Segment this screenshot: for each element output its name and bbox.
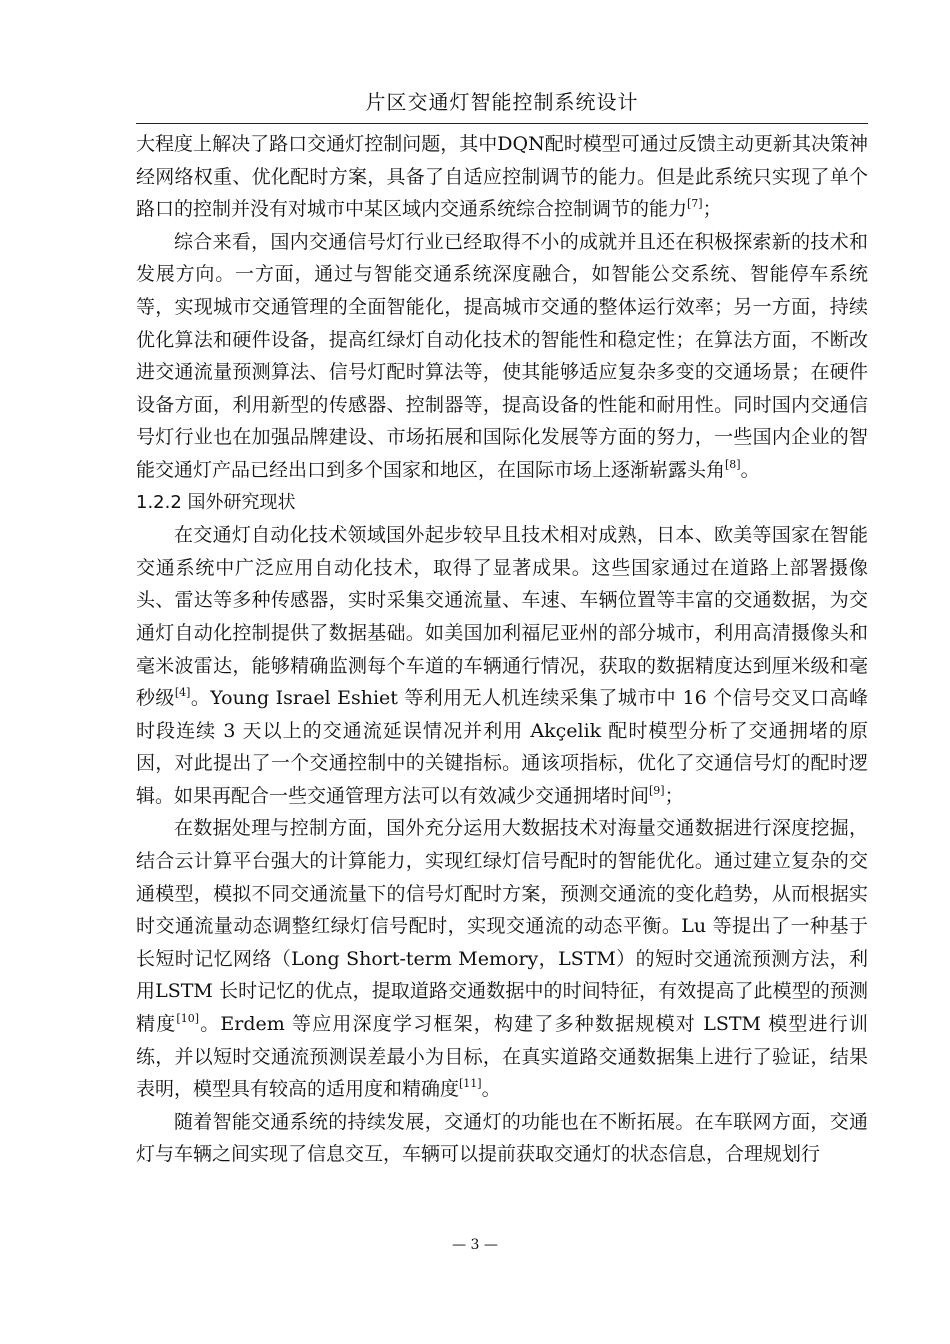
text-run: ； (702, 198, 722, 221)
paragraph (136, 1106, 868, 1171)
text-run: 1.2.2 国外研究现状 (136, 491, 296, 513)
text-run: 综合来看，国内交通信号灯行业已经取得不小的成就并且还在积极探索新的技术和发展方向。一方面，通过与智能交通系统深度融合，如智能公交系统、智能停车系统等，实现城市交通管理的全面智能化，提高城市交通的整体运行效率；另一方面，持续优化算法和硬件设备，提高红绿灯自动化技术的智能性和稳定性；在算法方面，不断改进交通流量预测算法、信号灯配时算法等，使其能够适应复杂多变的交通场景；在硬件设备方面，利用新型的传感器、控制器等，提高设备的性能和耐用性。同时国内交通信号灯行业也在加强品牌建设、市场拓展和国际化发展等方面的努力，一些国内企业的智能交通灯产品已经出口到多个国家和地区，在国际市场上逐渐崭露头角 (136, 230, 868, 481)
paragraph (136, 812, 868, 1105)
citation-ref: [9] (649, 783, 665, 797)
paragraph (136, 128, 868, 226)
header-rule (136, 123, 868, 124)
citation-ref: [4] (174, 686, 191, 700)
body-text (136, 128, 868, 1171)
text-run: 。Erdem 等应用深度学习框架，构建了多种数据规模对 LSTM 模型进行训练，并以短时交通流预测误差最小为目标，在真实道路交通数据集上进行了验证，结果表明，模型具有较高的适用度和精确度 (136, 1013, 868, 1101)
citation-ref: [11] (459, 1077, 482, 1091)
text-run: 。 (481, 1078, 501, 1101)
text-run: 在数据处理与控制方面，国外充分运用大数据技术对海量交通数据进行深度挖掘，结合云计算平台强大的计算能力，实现红绿灯信号配时的智能优化。通过建立复杂的交通模型，模拟不同交通流量下的信号灯配时方案，预测交通流的变化趋势，从而根据实时交通流量动态调整红绿灯信号配时，实现交通流的动态平衡。Lu 等提出了一种基于长短时记忆网络（Long Short-term Memory，LSTM）的短时交通流预测方法，利用LSTM 长时记忆的优点，提取道路交通数据中的时间特征，有效提高了此模型的预测精度 (136, 817, 868, 1036)
page-number: — 3 — (452, 1237, 498, 1253)
text-run: 。Young Israel Eshiet 等利用无人机连续采集了城市中 16 个信号交叉口高峰时段连续 3 天以上的交通流延误情况并利用 Akçelik 配时模型分析了交通拥堵的原因，对此提出了一个交通控制中的关键指标。通该项指标，优化了交通信号灯的配时逻辑。如果再配合一些交通管理方法可以有效减少交通拥堵时间 (136, 687, 868, 807)
running-header: 片区交通灯智能控制系统设计 (365, 90, 639, 114)
text-run: ； (664, 784, 684, 807)
text-run: 。 (740, 458, 760, 481)
text-run: 在交通灯自动化技术领域国外起步较早且技术相对成熟，日本、欧美等国家在智能交通系统中广泛应用自动化技术，取得了显著成果。这些国家通过在道路上部署摄像头、雷达等多种传感器，实时采集交通流量、车速、车辆位置等丰富的交通数据，为交通灯自动化控制提供了数据基础。如美国加利福尼亚州的部分城市，利用高清摄像头和毫米波雷达，能够精确监测每个车道的车辆通行情况，获取的数据精度达到厘米级和毫秒级 (136, 524, 868, 710)
section-heading (136, 487, 868, 520)
paragraph (136, 519, 868, 812)
text-run: 随着智能交通系统的持续发展，交通灯的功能也在不断拓展。在车联网方面，交通灯与车辆之间实现了信息交互，车辆可以提前获取交通灯的状态信息，合理规划行 (136, 1110, 868, 1166)
citation-ref: [7] (687, 197, 703, 211)
citation-ref: [10] (176, 1012, 199, 1026)
paragraph (136, 226, 868, 487)
citation-ref: [8] (725, 457, 741, 471)
text-run: 大程度上解决了路口交通灯控制问题，其中DQN配时模型可通过反馈主动更新其决策神经网络权重、优化配时方案，具备了自适应控制调节的能力。但是此系统只实现了单个路口的控制并没有对城市中某区域内交通系统综合控制调节的能力 (136, 133, 868, 221)
